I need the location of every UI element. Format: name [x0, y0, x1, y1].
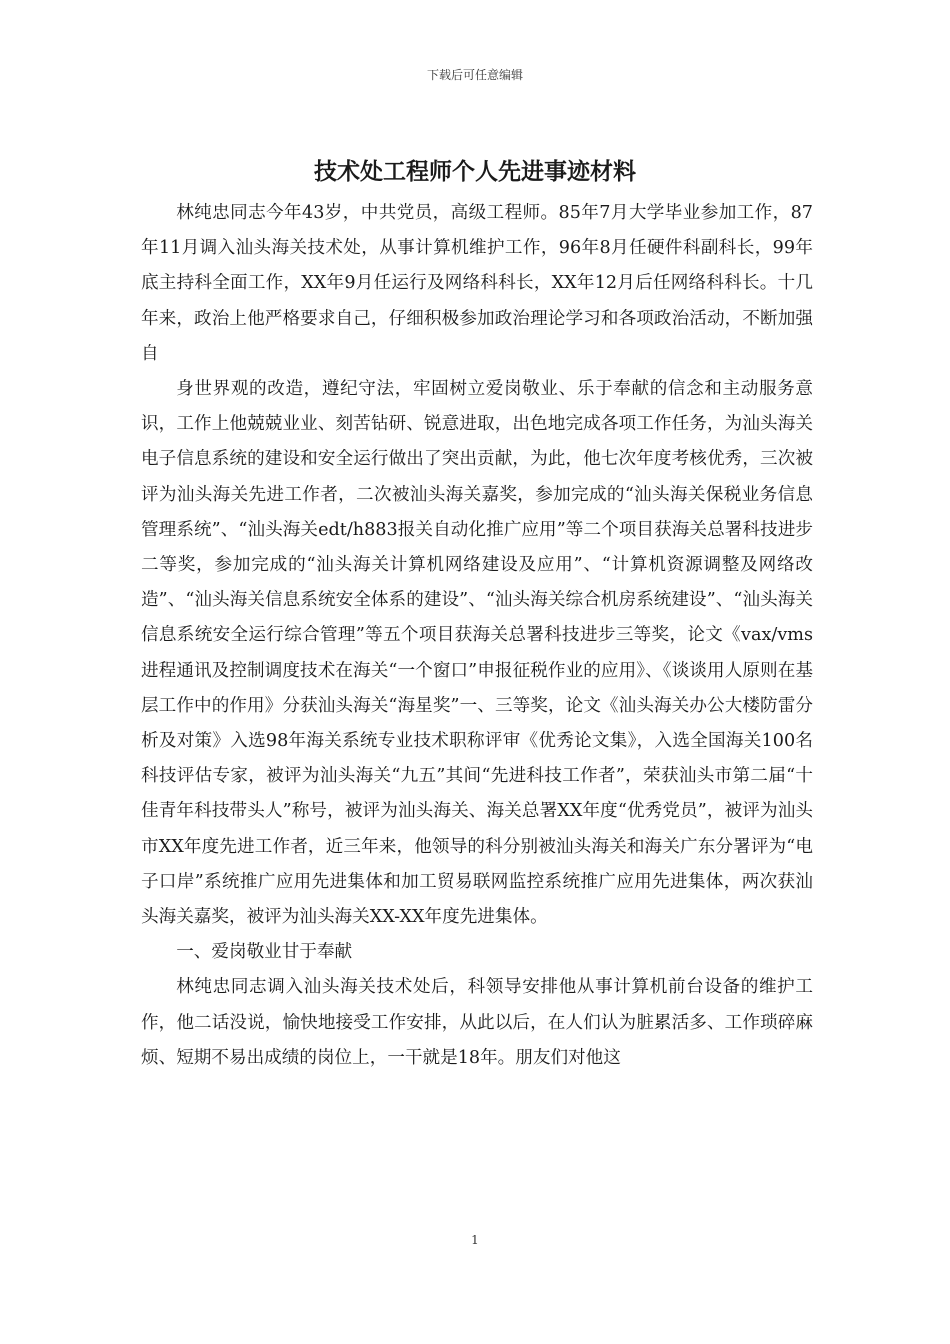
paragraph: 身世界观的改造，遵纪守法，牢固树立爱岗敬业、乐于奉献的信念和主动服务意识，工作上他兢兢业业、刻苦钻研、锐意进取，出色地完成各项工作任务，为汕头海关电子信息系统的建设和安全运行做出了突出贡献，为此，他七次年度考核优秀，三次被评为汕头海关先进工作者，二次被汕头海关嘉奖，参加完成的“汕头海关保税业务信息管理系统”、“汕头海关edt/h883报关自动化推广应用”等二个项目获海关总署科技进步二等奖，参加完成的“汕头海关计算机网络建设及应用”、“计算机资源调整及网络改造”、“汕头海关信息系统安全体系的建设”、“汕头海关综合机房系统建设”、“汕头海关信息系统安全运行综合管理”等五个项目获海关总署科技进步三等奖，论文《vax/vms进程通讯及控制调度技术在海关“一个窗口”申报征税作业的应用》、《谈谈用人原则在基层工作中的作用》分获汕头海关“海星奖”一、三等奖，论文《汕头海关办公大楼防雷分析及对策》入选98年海关系统专业技术职称评审《优秀论文集》，入选全国海关100名科技评估专家，被评为汕头海关“九五”其间“先进科技工作者”，荣获汕头市第二届“十佳青年科技带头人”称号，被评为汕头海关、海关总署XX年度“优秀党员”，被评为汕头市XX年度先进工作者，近三年来，他领导的科分别被汕头海关和海关广东分署评为“电子口岸”系统推广应用先进集体和加工贸易联网监控系统推广应用先进集体，两次获汕头海关嘉奖，被评为汕头海关XX-XX年度先进集体。: [141, 379, 813, 928]
document-body: [141, 196, 813, 1076]
paragraph: 林纯忠同志调入汕头海关技术处后，科领导安排他从事计算机前台设备的维护工作，他二话没说，愉快地接受工作安排，从此以后，在人们认为脏累活多、工作琐碎麻烦、短期不易出成绩的岗位上，一干就是18年。朋友们对他这: [141, 977, 813, 1068]
page-number: 1: [471, 1233, 479, 1247]
section-heading: 一、爱岗敬业甘于奉献: [176, 942, 353, 963]
paragraph: 林纯忠同志今年43岁，中共党员，高级工程师。85年7月大学毕业参加工作，87年11月调入汕头海关技术处，从事计算机维护工作，96年8月任硬件科副科长，99年底主持科全面工作，XX年9月任运行及网络科科长，XX年12月后任网络科科长。十几年来，政治上他严格要求自己，仔细积极参加政治理论学习和各项政治活动，不断加强自: [141, 203, 813, 364]
header-note: 下载后可任意编辑: [426, 68, 523, 82]
document-title: 技术处工程师个人先进事迹材料: [314, 159, 636, 185]
